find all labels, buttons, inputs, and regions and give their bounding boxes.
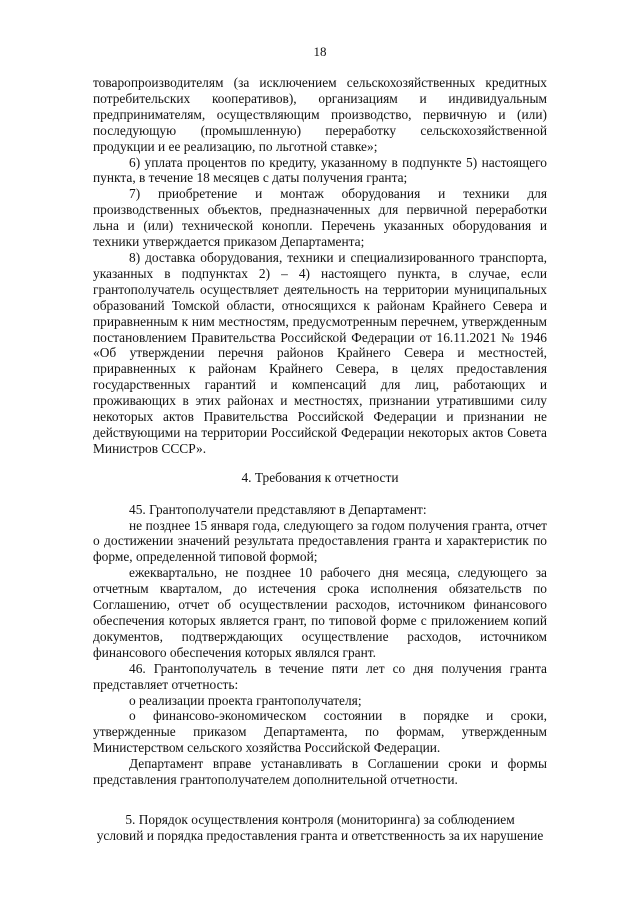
list-item-8: 8) доставка оборудования, техники и специализированного транспорта, указанных в подпунктах 2) – 4) настоящего пункта, в случае, если грантополучатель осуществляет деятельность на территории муниципальных образований Томской области, относящихся к районам Крайнего Севера и приравненным к ним местностям, предусмотренным перечнем, утвержденным постановлением Правительства Российской Федерации от 16.11.2021 № 1946 «Об утверждении перечня районов Крайнего Севера и местностей, приравненных к районам Крайнего Севера, в целях предоставления государственных гарантий и компенсаций для лиц, работающих и проживающих в этих районах и местностях, признании утратившими силу некоторых актов Правительства Российской Федерации и признании не действующими на территории Российской Федерации некоторых актов Совета Министров СССР». [93, 249, 547, 456]
section-4-title: 4. Требования к отчетности [241, 469, 399, 485]
section-5-title-line-1: 5. Порядок осуществления контроля (мониторинга) за соблюдением [125, 811, 515, 827]
clause-46: 46. Грантополучатель в течение пяти лет со дня получения гранта представляет отчетность: [93, 660, 547, 692]
page-number: 18 [313, 44, 327, 59]
section-5-title-line-2: условий и порядка предоставления гранта и ответственность за их нарушение [96, 827, 544, 843]
clause-46-financial-report: о финансово-экономическом состоянии в порядке и сроки, утвержденные приказом Департамента, по формам, утвержденным Министерством сельского хозяйства Российской Федерации. [93, 708, 547, 756]
clause-45-annual-report: не позднее 15 января года, следующего за годом получения гранта, отчет о достижении значений результата предоставления гранта и характеристик по форме, определенной типовой формой; [93, 517, 547, 565]
list-item-6: 6) уплата процентов по кредиту, указанному в подпункте 5) настоящего пункта, в течение 18 месяцев с даты получения гранта; [93, 154, 547, 186]
section-5-title [93, 812, 547, 844]
clause-46-additional-reporting: Департамент вправе устанавливать в Соглашении сроки и формы представления грантополучателем дополнительной отчетности. [93, 756, 547, 788]
document-body [93, 75, 547, 860]
clause-46-project-report: о реализации проекта грантополучателя; [129, 692, 362, 708]
paragraph-continuation: товаропроизводителям (за исключением сельскохозяйственных кредитных потребительских кооперативов), организациям и индивидуальным предпринимателям, осуществляющим производство, первичную и (или) последующую (промышленную) переработку сельскохозяйственной продукции и ее реализацию, по льготной ставке»; [93, 75, 547, 154]
clause-45-quarterly-report: ежеквартально, не позднее 10 рабочего дня месяца, следующего за отчетным кварталом, до истечения срока исполнения обязательств по Соглашению, отчет об осуществлении расходов, источником финансового обеспечения которых является грант, по типовой форме с приложением копий документов, подтверждающих осуществление расходов, источником финансового обеспечения которых являлся грант. [93, 565, 547, 660]
list-item-7: 7) приобретение и монтаж оборудования и техники для производственных объектов, предназначенных для первичной переработки льна и (или) технической конопли. Перечень указанных оборудования и техники утверждается приказом Департамента; [93, 186, 547, 250]
clause-45: 45. Грантополучатели представляют в Департамент: [129, 501, 427, 517]
